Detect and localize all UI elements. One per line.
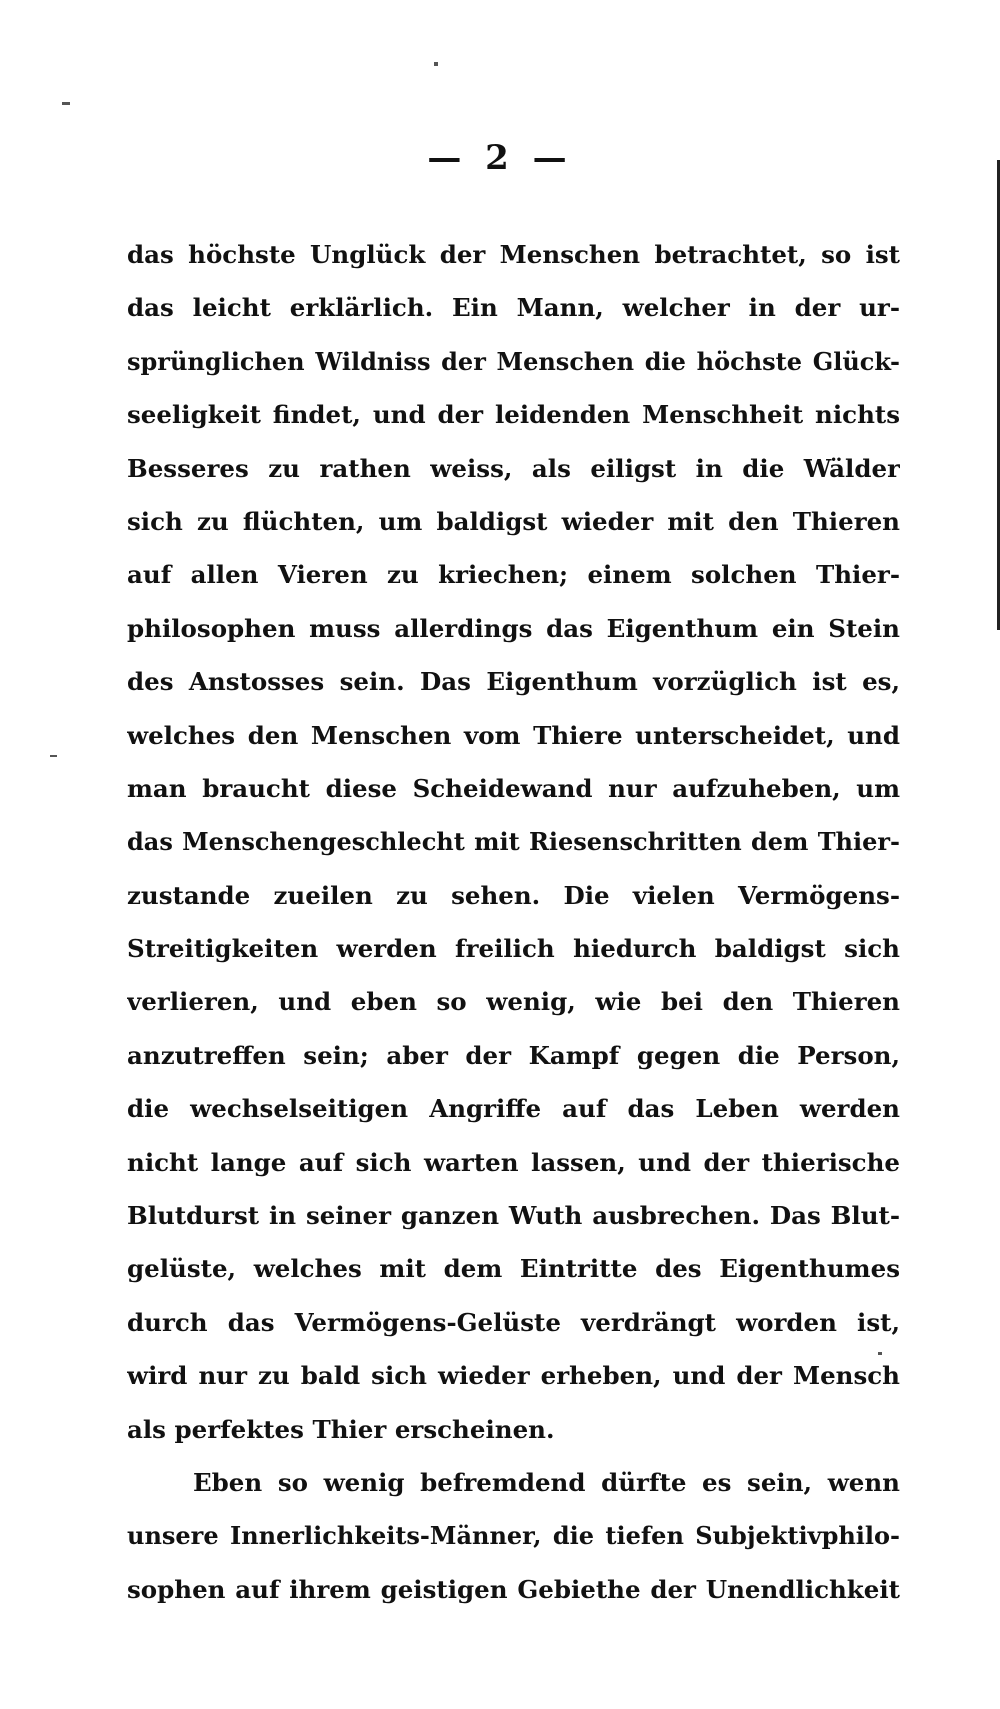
text-line: sprünglichen Wildniss der Menschen die höchste Glück- (127, 346, 900, 376)
text-line: auf allen Vieren zu kriechen; einem solchen Thier- (127, 560, 900, 590)
scan-speck (434, 62, 438, 66)
text-line: philosophen muss allerdings das Eigenthum ein Stein (127, 613, 900, 643)
text-line: Blutdurst in seiner ganzen Wuth ausbrechen. Das Blut- (127, 1201, 900, 1231)
text-line: das Menschengeschlecht mit Riesenschritten dem Thier- (127, 827, 900, 857)
text-line: nicht lange auf sich warten lassen, und der thierische (127, 1147, 900, 1177)
text-line: anzutreffen sein; aber der Kampf gegen die Person, (127, 1040, 900, 1070)
text-line: verlieren, und eben so wenig, wie bei den Thieren (127, 987, 900, 1017)
text-line: das leicht erklärlich. Ein Mann, welcher in der ur- (127, 293, 900, 323)
text-line: man braucht diese Scheidewand nur aufzuheben, um (127, 773, 900, 803)
text-line: gelüste, welches mit dem Eintritte des Eigenthumes (127, 1254, 900, 1284)
text-line: seeligkeit findet, und der leidenden Menschheit nichts (127, 400, 900, 430)
text-line: des Anstosses sein. Das Eigenthum vorzüglich ist es, (127, 667, 900, 697)
text-line: Besseres zu rathen weiss, als eiligst in die Wälder (127, 453, 900, 483)
text-line: durch das Vermögens-Gelüste verdrängt worden ist, (127, 1307, 900, 1337)
scan-speck (62, 102, 70, 105)
text-line: zustande zueilen zu sehen. Die vielen Vermögens- (127, 880, 900, 910)
text-line: sich zu flüchten, um baldigst wieder mit den Thieren (127, 506, 900, 536)
text-line: als perfektes Thier erscheinen. (127, 1414, 555, 1444)
page-number: — 2 — (427, 138, 573, 178)
text-line: welches den Menschen vom Thiere unterscheidet, und (127, 720, 900, 750)
text-line: unsere Innerlichkeits-Männer, die tiefen Subjektivphilo- (127, 1521, 900, 1551)
text-line: die wechselseitigen Angriffe auf das Leben werden (127, 1094, 900, 1124)
scan-speck (50, 755, 57, 757)
text-line: das höchste Unglück der Menschen betrachtet, so ist (127, 240, 900, 269)
text-line: Eben so wenig befremdend dürfte es sein, wenn (193, 1467, 900, 1497)
body-text (127, 228, 900, 1616)
text-line: sophen auf ihrem geistigen Gebiethe der Unendlichkeit (127, 1574, 900, 1604)
text-line: Streitigkeiten werden freilich hiedurch baldigst sich (127, 934, 900, 964)
text-line: wird nur zu bald sich wieder erheben, und der Mensch (127, 1361, 900, 1391)
